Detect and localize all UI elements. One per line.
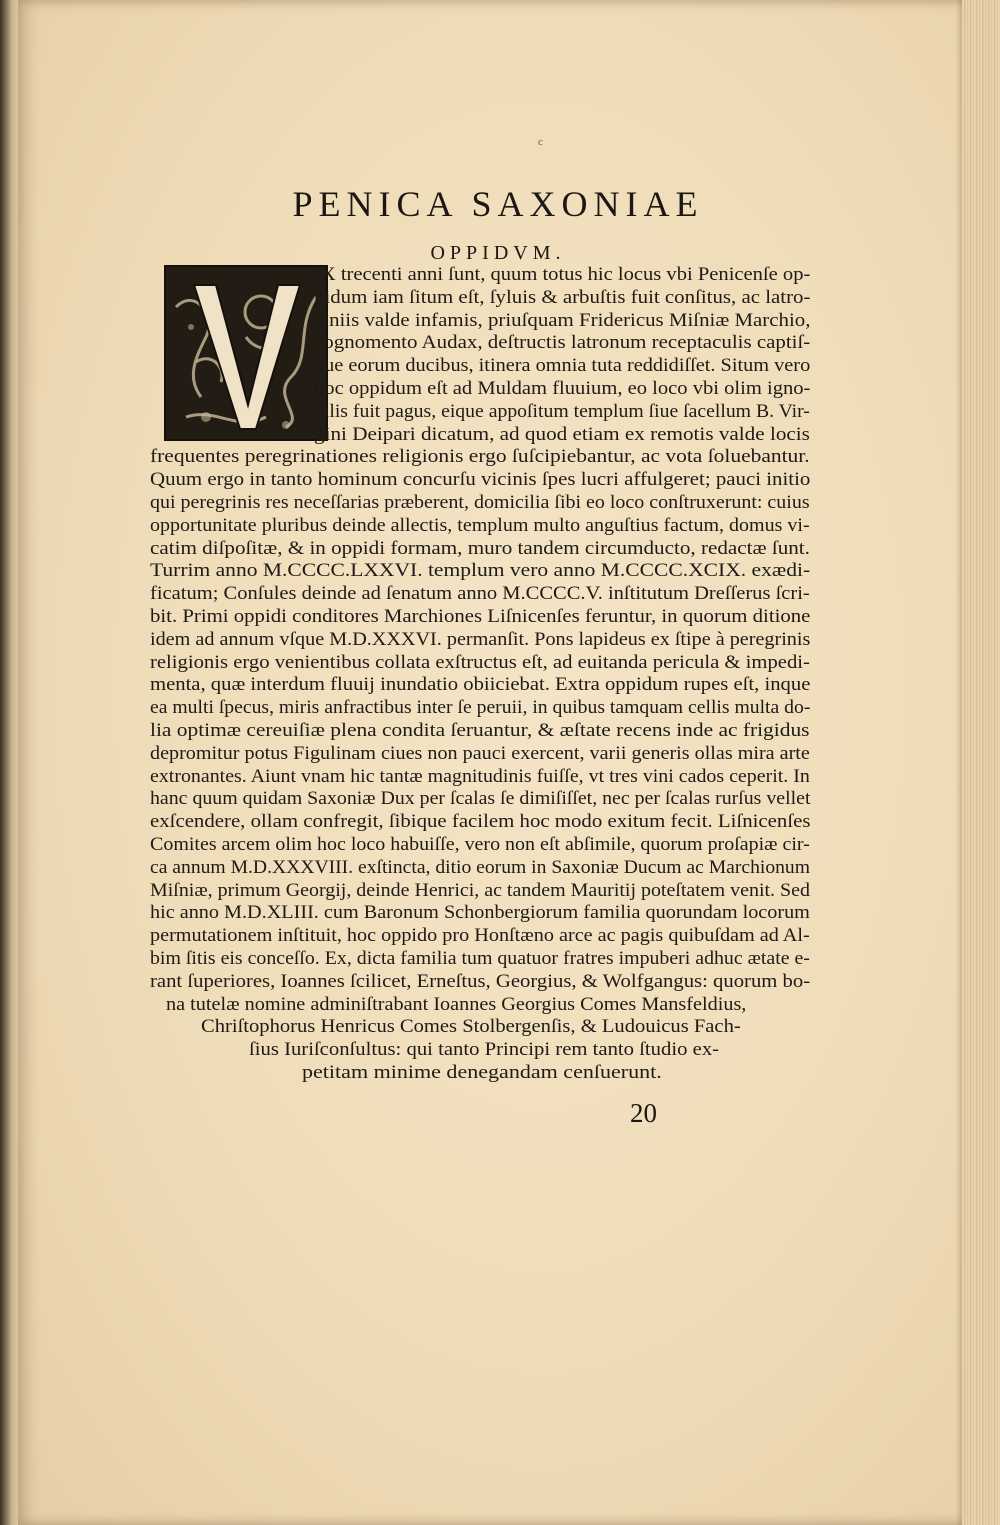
text-line: extronantes. Aiunt vnam hic tantæ magnitudinis fuiſſe, vt tres vini cados ceperit. In [150, 765, 810, 787]
text-line: hanc quum quidam Saxoniæ Dux per ſcalas ſe dimiſiſſet, nec per ſcalas rurſus vellet [150, 788, 811, 810]
text-line: Comites arcem olim hoc loco habuiſſe, vero non eſt abſimile, quorum proſapiæ cir- [150, 834, 810, 855]
page-mark: c [538, 136, 543, 148]
text-line: IX trecenti anni ſunt, quum totus hic locus vbi Penicenſe op- [314, 264, 811, 285]
text-line: hic anno M.D.XLIII. cum Baronum Schonbergiorum familia quorundam locorum [150, 902, 810, 924]
text-line: qui peregrinis res neceſſarias præberent, domicilia ſibi eo loco conſtruxerunt: cuius [150, 492, 810, 513]
text-line: hoc oppidum eſt ad Muldam fluuium, eo loco vbi olim igno- [314, 378, 811, 399]
page-stack-edge [962, 0, 1000, 1525]
text-line: religionis ergo venientibus collata exſtructus eſt, ad euitanda pericula & impedi- [150, 651, 810, 673]
text-line: ca annum M.D.XXXVIII. exſtincta, ditio eorum in Saxoniæ Ducum ac Marchionum [150, 856, 810, 878]
text-line: exſcendere, ollam confregit, ſibique facilem hoc modo exitum fecit. Liſnicenſes [150, 811, 811, 833]
text-line: opportunitate pluribus deinde allectis, templum multo anguſtius factum, domus vi- [150, 514, 810, 536]
text-line: ea multi ſpecus, miris anfractibus inter ſe peruii, in quibus tamquam cellis multa do- [150, 697, 811, 719]
text-line: gini Deipari dicatum, ad quod etiam ex remotis valde locis [314, 423, 810, 445]
woodcut-initial-icon [166, 267, 326, 439]
text-line: catim diſpoſitæ, & in oppidi formam, muro tandem circumducto, redactæ ſunt. [150, 537, 810, 559]
text-line: bilis fuit pagus, eique appoſitum templum ſiue ſacellum B. Vir- [314, 400, 810, 422]
page-number: 20 [630, 1098, 657, 1128]
text-line: rant ſuperiores, Ioannes ſcilicet, Erneſtus, Georgius, & Wolfgangus: quorum bo- [150, 970, 811, 992]
text-line: cognomento Audax, deſtructis latronum receptaculis captiſ- [314, 332, 811, 354]
text-line: bit. Primi oppidi conditores Marchiones Liſnicenſes feruntur, in quorum ditione [150, 606, 811, 627]
text-line: petitam minime denegandam cenſuerunt. [302, 1062, 662, 1083]
text-line: Chriſtophorus Henricus Comes Stolbergenſis, & Ludouicus Fach- [201, 1016, 741, 1038]
text-line: Turrim anno M.CCCC.LXXVI. templum vero anno M.CCCC.XCIX. exædi- [150, 560, 811, 582]
page-subtitle: OPPIDVM. [430, 242, 566, 264]
page-title: PENICA SAXONIAE [292, 184, 704, 224]
text-line: idem ad annum vſque M.D.XXXVI. permanſit. Pons lapideus ex ſtipe à peregrinis [150, 628, 811, 650]
text-line: que eorum ducibus, itinera omnia tuta reddidiſſet. Situm vero [314, 355, 811, 377]
text-line: ſius Iuriſconſultus: qui tanto Principi rem tanto ſtudio ex- [249, 1039, 720, 1061]
text-line: depromitur potus Figulinam ciues non pauci exercent, varii generis ollas mira arte [150, 742, 810, 764]
text-line: ficatum; Conſules deinde ad ſenatum anno M.CCCC.V. inſtitutum Dreſſerus ſcri- [150, 583, 810, 605]
text-line: menta, quæ interdum fluuij inundatio obiiciebat. Extra oppidum rupes eſt, inque [150, 674, 811, 696]
text-line: pidum iam ſitum eſt, ſyluis & arbuſtis fuit conſitus, ac latro- [314, 286, 811, 308]
text-line: ciniis valde infamis, priuſquam Fridericus Miſniæ Marchio, [314, 309, 811, 331]
text-line: Quum ergo in tanto hominum concurſu vicinis ſpes lucri affulgeret; pauci initio [150, 469, 811, 491]
text-line: frequentes peregrinationes religionis ergo ſuſcipiebantur, ac vota ſoluebantur. [150, 446, 810, 468]
decorated-initial [164, 265, 328, 441]
text-line: lia optimæ cereuiſiæ plena condita ſeruantur, & æſtate recens inde ac frigidus [150, 720, 810, 741]
text-line: permutationem inſtituit, hoc oppido pro Honſtæno arce ac pagis quibuſdam ad Al- [150, 925, 810, 947]
text-line: bim ſitis eis conceſſo. Ex, dicta familia tum quatuor fratres impuberi adhuc ætate e- [150, 948, 810, 969]
page [18, 0, 968, 1525]
text-line: na tutelæ nomine adminiſtrabant Ioannes Georgius Comes Mansfeldius, [166, 993, 747, 1015]
text-line: Miſniæ, primum Georgij, deinde Henrici, ac tandem Mauritij poteſtatem venit. Sed [150, 879, 810, 901]
svg-text:V: V [242, 369, 250, 380]
